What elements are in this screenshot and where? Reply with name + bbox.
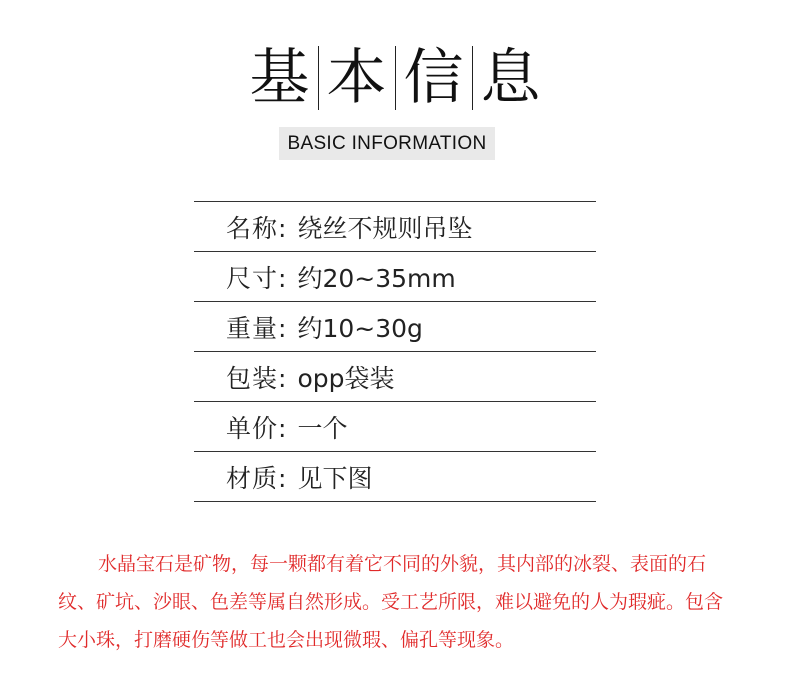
info-label: 尺寸: bbox=[226, 263, 288, 293]
info-row-weight bbox=[194, 302, 596, 352]
info-label: 单价: bbox=[226, 413, 288, 443]
title-divider bbox=[472, 46, 473, 110]
info-label: 重量: bbox=[226, 313, 288, 343]
info-row-size bbox=[194, 252, 596, 302]
info-table bbox=[194, 201, 596, 502]
info-value: 一个 bbox=[297, 413, 348, 443]
title-divider bbox=[395, 46, 396, 110]
subtitle-badge: BASIC INFORMATION bbox=[279, 127, 495, 160]
info-value: 约10~30g bbox=[297, 313, 423, 343]
info-value: 见下图 bbox=[297, 463, 373, 493]
info-value: opp袋装 bbox=[297, 363, 395, 393]
disclaimer-text bbox=[58, 545, 730, 659]
info-row-packaging bbox=[194, 352, 596, 402]
info-value: 约20~35mm bbox=[297, 263, 456, 293]
title-char: 本 bbox=[326, 43, 387, 113]
info-label: 包装: bbox=[226, 363, 288, 393]
info-label: 材质: bbox=[226, 463, 288, 493]
info-row-name bbox=[194, 202, 596, 252]
title-divider bbox=[318, 46, 319, 110]
page-title bbox=[0, 40, 790, 116]
disclaimer-body: 水晶宝石是矿物，每一颗都有着它不同的外貌，其内部的冰裂、表面的石纹、矿坑、沙眼、色差等属自然形成。受工艺所限，难以避免的人为瑕疵。包含大小珠，打磨硬伤等做工也会出现微瑕、偏孔等现象。 bbox=[58, 553, 724, 651]
info-row-unit-price bbox=[194, 402, 596, 452]
info-label: 名称: bbox=[226, 213, 288, 243]
title-char: 基 bbox=[249, 43, 310, 113]
title-char: 息 bbox=[480, 43, 541, 113]
info-row-material bbox=[194, 452, 596, 502]
title-char: 信 bbox=[403, 43, 464, 113]
info-value: 绕丝不规则吊坠 bbox=[297, 213, 473, 243]
